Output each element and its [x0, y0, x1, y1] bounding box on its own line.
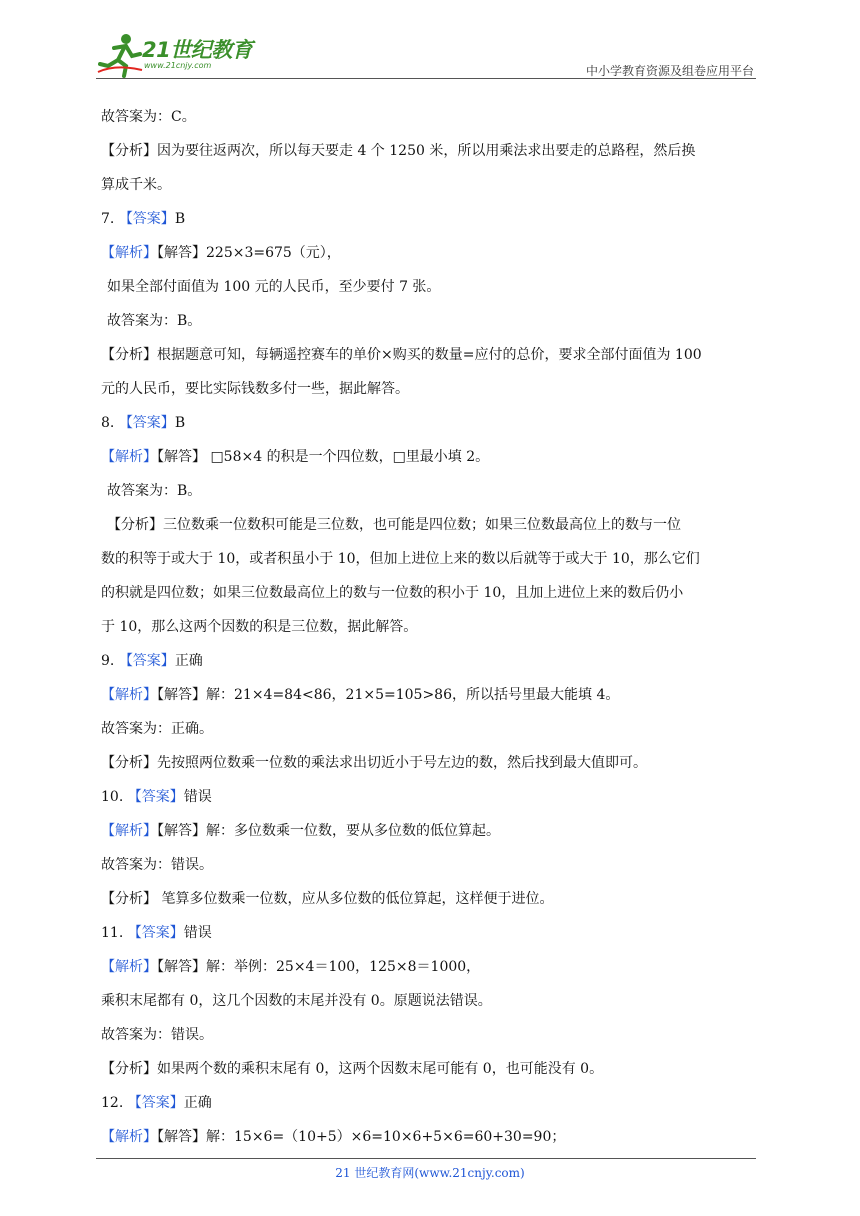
- runner-icon: [96, 30, 144, 78]
- answer-heading: 9. 【答案】正确: [101, 653, 203, 669]
- explanation-tag: 【解析】: [101, 245, 157, 261]
- logo-url: www.21cnjy.com: [144, 61, 212, 70]
- footer-divider: [96, 1158, 756, 1159]
- logo-text: 21世纪教育: [142, 38, 253, 62]
- analysis-line: 【分析】根据题意可知，每辆遥控赛车的单价×购买的数量=应付的总价，要求全部付面值为 100: [101, 347, 702, 363]
- explanation-tag: 【解析】: [101, 687, 157, 703]
- answer-tag: 【答案】: [127, 1095, 184, 1111]
- text-line: 的积就是四位数；如果三位数最高位上的数与一位数的积小于 10，且加上进位上来的数后仍小: [101, 585, 684, 601]
- answer-heading: 11. 【答案】错误: [101, 925, 212, 941]
- text-line: 于 10，那么这两个因数的积是三位数，据此解答。: [101, 619, 418, 635]
- page-header: [96, 30, 756, 78]
- analysis-line: 【分析】因为要往返两次，所以每天要走 4 个 1250 米，所以用乘法求出要走的总路程，然后换: [101, 143, 696, 159]
- logo: [96, 30, 266, 78]
- text-line: 故答案为：B。: [107, 313, 202, 329]
- answer-tag: 【答案】: [127, 789, 184, 805]
- answer-tag: 【答案】: [118, 653, 175, 669]
- header-divider: [96, 78, 756, 79]
- text-line: 故答案为：错误。: [101, 857, 213, 873]
- analysis-line: 【分析】先按照两位数乘一位数的乘法求出切近小于号左边的数，然后找到最大值即可。: [101, 755, 647, 771]
- text-line: 数的积等于或大于 10，或者积虽小于 10，但加上进位上来的数以后就等于或大于 10，那么它们: [101, 551, 700, 567]
- text-line: 乘积末尾都有 0，这几个因数的末尾并没有 0。原题说法错误。: [101, 993, 492, 1009]
- text-line: 如果全部付面值为 100 元的人民币，至少要付 7 张。: [107, 279, 441, 295]
- answer-tag: 【答案】: [118, 211, 175, 227]
- explanation-tag: 【解析】: [101, 449, 157, 465]
- solution-line: 【解析】【解答】解：15×6=（10+5）×6=10×6+5×6=60+30=90；: [101, 1129, 566, 1145]
- answer-tag: 【答案】: [118, 415, 175, 431]
- text-line: 故答案为：错误。: [101, 1027, 213, 1043]
- solution-line: 【解析】【解答】225×3=675（元），: [101, 245, 341, 261]
- platform-title: 中小学教育资源及组卷应用平台: [585, 64, 754, 78]
- text-line: 故答案为：正确。: [101, 721, 213, 737]
- answer-tag: 【答案】: [127, 925, 184, 941]
- solution-line: 【解析】【解答】解：多位数乘一位数，要从多位数的低位算起。: [101, 823, 500, 839]
- text-line: 故答案为：C。: [101, 109, 196, 125]
- answer-heading: 7. 【答案】B: [101, 211, 186, 227]
- text-line: 算成千米。: [101, 177, 171, 193]
- explanation-tag: 【解析】: [101, 823, 157, 839]
- answer-heading: 10. 【答案】错误: [101, 789, 212, 805]
- solution-line: 【解析】【解答】解：21×4=84<86，21×5=105>86，所以括号里最大能填 4。: [101, 687, 620, 703]
- answer-heading: 12. 【答案】正确: [101, 1095, 212, 1111]
- answer-content: [101, 100, 761, 1154]
- analysis-line: 【分析】如果两个数的乘积末尾有 0，这两个因数末尾可能有 0，也可能没有 0。: [101, 1061, 604, 1077]
- footer-text: 21 世纪教育网(www.21cnjy.com): [335, 1166, 525, 1180]
- solution-line: 【解析】【解答】解：举例：25×4＝100，125×8＝1000，: [101, 959, 481, 975]
- solution-line: 【解析】【解答】 □58×4 的积是一个四位数，□里最小填 2。: [101, 449, 490, 465]
- text-line: 故答案为：B。: [107, 483, 202, 499]
- analysis-line: 【分析】 笔算多位数乘一位数，应从多位数的低位算起，这样便于进位。: [101, 891, 554, 907]
- text-line: 元的人民币，要比实际钱数多付一些，据此解答。: [101, 381, 409, 397]
- explanation-tag: 【解析】: [101, 1129, 157, 1145]
- explanation-tag: 【解析】: [101, 959, 157, 975]
- analysis-line: 【分析】三位数乘一位数积可能是三位数，也可能是四位数；如果三位数最高位上的数与一位: [107, 517, 681, 533]
- answer-heading: 8. 【答案】B: [101, 415, 186, 431]
